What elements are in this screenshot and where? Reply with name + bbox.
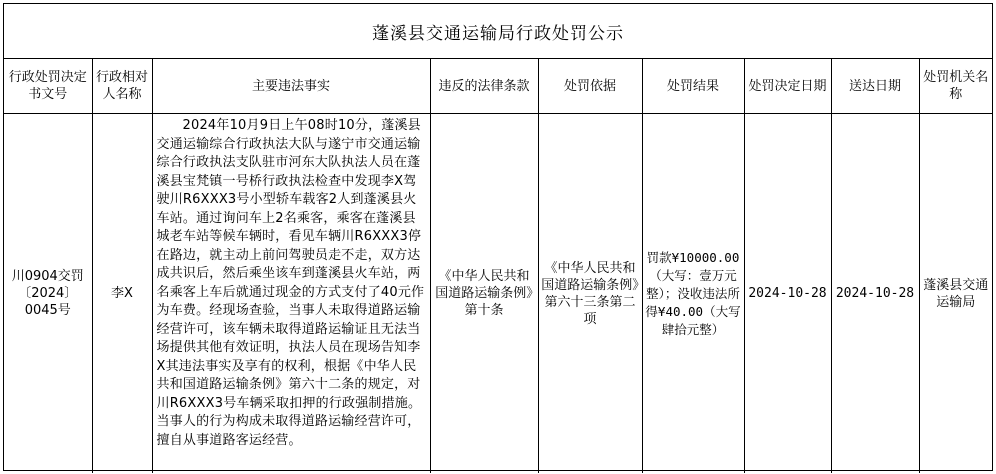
- cell-doc-no: 川0904交罚〔2024〕0045号: [4, 114, 92, 474]
- cell-law: 《中华人民共和国道路运输条例》第十条: [430, 114, 538, 474]
- cell-decision-date: 2024-10-28: [744, 114, 831, 474]
- header-result: 处罚结果: [642, 59, 744, 114]
- cell-facts: 2024年10月9日上午08时10分，蓬溪县交通运输综合行政执法大队与遂宁市交通运输综合行政执法支队驻市河东大队执法人员在蓬溪县宝梵镇一号桥行政执法检查中发现李X驾驶川R6XXX3号小型轿车载客2人到蓬溪县火车站。通过询问车上2名乘客，乘客在蓬溪县城老车站等候车辆时，看见车辆川R6XXX3停在路边，就主动上前问驾驶员走不走，双方达成共识后，然后乘坐该车到蓬溪县火车站，两名乘客上车后就通过现金的方式支付了40元作为车费。经现场查验，当事人未取得道路运输经营许可，该车辆未取得道路运输证且无法当场提供其他有效证明，执法人员在现场告知李X其违法事实及享有的权利，根据《中华人民共和国道路运输条例》第六十二条的规定，对川R6XXX3号车辆采取扣押的行政强制措施。当事人的行为构成未取得道路运输经营许可，擅自从事道路客运经营。: [152, 114, 430, 474]
- header-row: [4, 59, 992, 114]
- header-delivery-date: 送达日期: [831, 59, 919, 114]
- penalty-table: [4, 59, 992, 473]
- cell-delivery-date: 2024-10-28: [831, 114, 919, 474]
- table-row: [4, 114, 992, 474]
- page-title: 蓬溪县交通运输局行政处罚公示: [4, 4, 992, 59]
- header-doc-no: 行政处罚决定书文号: [4, 59, 92, 114]
- cell-agency: 蓬溪县交通运输局: [919, 114, 992, 474]
- header-agency: 处罚机关名称: [919, 59, 992, 114]
- header-basis: 处罚依据: [538, 59, 642, 114]
- cell-result: 罚款¥10000.00（大写：壹万元整）；没收违法所得¥40.00（大写肆拾元整）: [642, 114, 744, 474]
- header-facts: 主要违法事实: [152, 59, 430, 114]
- header-party: 行政相对人名称: [92, 59, 152, 114]
- cell-basis: 《中华人民共和国道路运输条例》第六十三条第二项: [538, 114, 642, 474]
- header-law: 违反的法律条款: [430, 59, 538, 114]
- penalty-notice-sheet: [3, 3, 993, 471]
- cell-party: 李X: [92, 114, 152, 474]
- header-decision-date: 处罚决定日期: [744, 59, 831, 114]
